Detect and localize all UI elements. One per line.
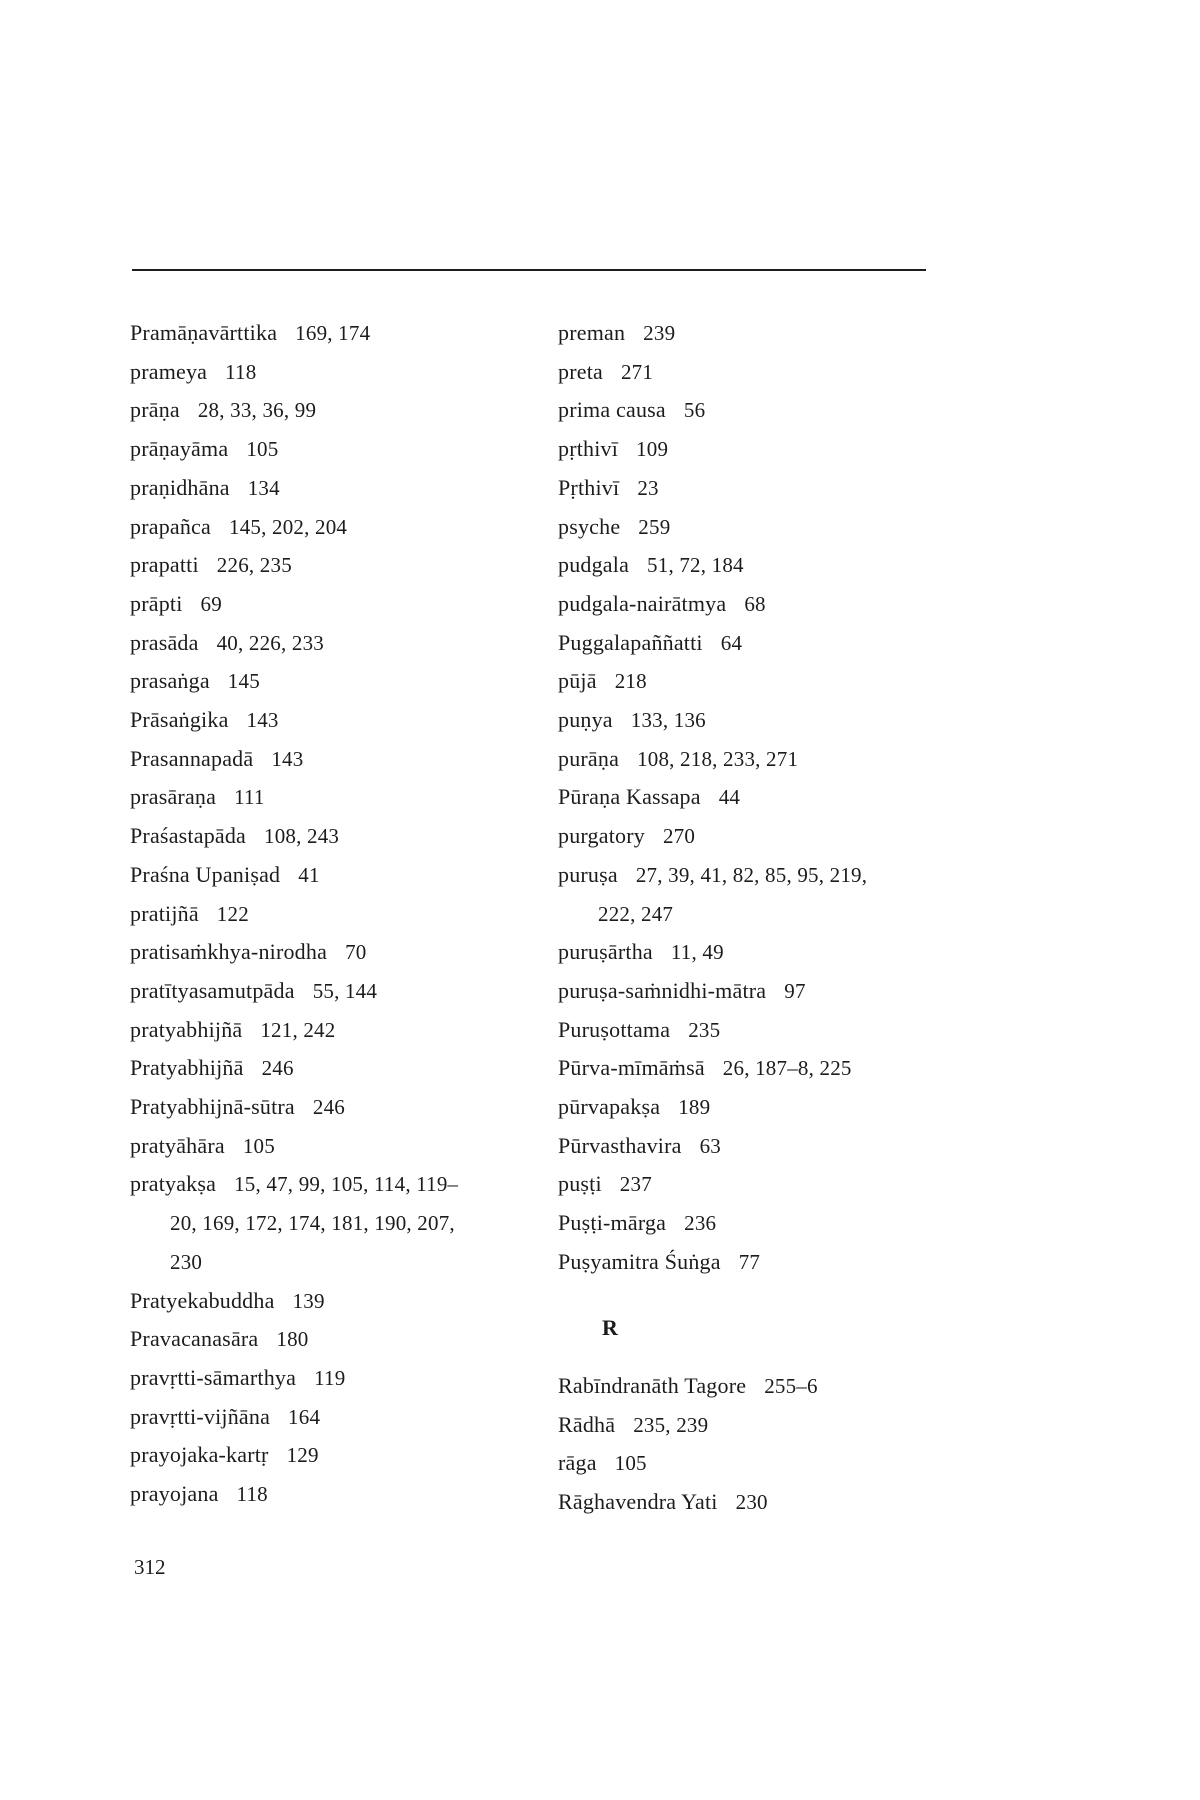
index-entry [558, 1209, 716, 1237]
index-page-refs: 226, 235 [216, 553, 292, 578]
index-term: Rabīndranāth Tagore [558, 1373, 747, 1398]
index-page-refs: 222, 247 [598, 901, 674, 926]
index-entry [130, 1016, 335, 1044]
index-entry [130, 900, 249, 928]
index-term: Rāghavendra Yati [558, 1489, 718, 1515]
index-term: Prasannapadā [130, 745, 254, 771]
index-page-refs: 55, 144 [312, 978, 378, 1003]
index-entry [558, 1093, 710, 1121]
index-page-refs: 105 [614, 1451, 647, 1476]
index-page-refs: 68 [744, 591, 766, 616]
index-term: pratijñā [130, 900, 199, 926]
index-page-refs: 169, 174 [295, 321, 371, 345]
index-term: Pratyabhijñā [130, 1055, 244, 1081]
index-entry [130, 319, 370, 347]
index-term: Puṣyamitra Śuṅga [558, 1248, 721, 1274]
index-term: prameya [130, 358, 208, 384]
page-number: 312 [134, 1555, 166, 1579]
index-page-refs: 271 [620, 359, 654, 384]
index-term: Puruṣottama [558, 1016, 671, 1042]
index-entry [130, 667, 260, 695]
index-page-refs: 26, 187–8, 225 [722, 1056, 852, 1081]
index-entry [558, 1449, 647, 1477]
index-term: psyche [558, 513, 621, 539]
index-page-refs: 133, 136 [630, 708, 706, 732]
index-page-refs: 121, 242 [260, 1017, 336, 1042]
index-page-refs: 28, 33, 36, 99 [197, 398, 317, 423]
index-entry [558, 474, 659, 502]
index-page-refs: 239 [643, 321, 676, 345]
index-entry [130, 590, 222, 618]
index-term: Pṛthivī [558, 474, 620, 500]
index-entry [558, 1170, 652, 1198]
index-term: pratyabhijñā [130, 1016, 243, 1042]
index-term: pṛthivī [558, 436, 619, 462]
index-term: prapatti [130, 552, 199, 578]
index-term: pratyakṣa [130, 1171, 217, 1197]
index-page-refs: 218 [614, 669, 647, 694]
index-entry [130, 783, 265, 811]
index-entry [558, 1016, 720, 1044]
index-term: Rādhā [558, 1411, 616, 1437]
index-term: Pūraṇa Kassapa [558, 784, 701, 810]
section-letter-heading: R [602, 1315, 618, 1340]
index-entry [558, 977, 806, 1005]
index-entry-continuation [130, 1209, 455, 1237]
index-page-refs: 69 [200, 591, 222, 616]
index-page-refs: 20, 169, 172, 174, 181, 190, 207, [170, 1211, 455, 1236]
index-term: prayojaka-kartṛ [130, 1442, 269, 1468]
index-term: prayojana [130, 1481, 219, 1506]
index-page-refs: 108, 218, 233, 271 [637, 746, 799, 771]
index-term: prasāraṇa [130, 784, 217, 810]
index-page-refs: 119 [314, 1365, 346, 1390]
header-rule [132, 269, 926, 271]
index-entry [558, 319, 675, 347]
index-term: pravṛtti-sāmarthya [130, 1364, 297, 1390]
index-term: pudgala [558, 552, 630, 578]
index-page-refs: 246 [261, 1056, 294, 1081]
index-entry [558, 822, 695, 850]
index-entry [558, 1054, 852, 1082]
index-entry [558, 706, 706, 734]
index-entry [558, 435, 668, 463]
index-entry-continuation [130, 1248, 202, 1276]
index-entry [130, 1364, 345, 1392]
index-page-refs: 118 [236, 1482, 268, 1506]
index-entry [130, 861, 320, 889]
index-entry [558, 358, 653, 386]
index-entry [558, 1248, 760, 1276]
index-term: Pratyabhijnā-sūtra [130, 1094, 295, 1119]
index-term: puṇya [558, 707, 613, 732]
index-entry [130, 745, 303, 773]
index-page-refs: 235 [688, 1017, 721, 1042]
index-page-refs: 134 [247, 475, 280, 500]
index-entry [558, 1372, 818, 1400]
index-term: pūrvapakṣa [558, 1094, 661, 1119]
index-entry [130, 1170, 458, 1198]
index-entry [130, 938, 366, 966]
index-page-refs: 236 [684, 1211, 717, 1236]
index-term: puruṣa-saṁnidhi-mātra [558, 977, 767, 1003]
index-term: purgatory [558, 823, 645, 849]
index-entry [130, 1403, 320, 1431]
index-page-refs: 145 [227, 669, 260, 694]
index-page-refs: 111 [234, 785, 265, 810]
index-page-refs: 180 [276, 1327, 309, 1352]
index-entry [558, 861, 867, 889]
index-term: Praśastapāda [130, 823, 247, 849]
index-term: Pramāṇavārttika [130, 320, 278, 345]
index-term: purāṇa [558, 745, 620, 771]
index-entry [558, 1488, 768, 1516]
index-term: puṣṭi [558, 1171, 602, 1197]
index-entry [558, 396, 705, 424]
index-entry [130, 358, 256, 386]
index-entry [130, 474, 280, 502]
index-term: preta [558, 358, 603, 384]
index-page-refs: 235, 239 [633, 1412, 709, 1437]
index-page-refs: 27, 39, 41, 82, 85, 95, 219, [635, 862, 868, 887]
index-entry [130, 1093, 345, 1121]
index-term: pudgala-nairātmya [558, 590, 727, 616]
index-page-refs: 41 [298, 862, 320, 887]
index-term: prasāda [130, 629, 199, 655]
index-page-refs: 164 [288, 1404, 321, 1429]
index-entry [558, 783, 740, 811]
index-page-refs: 122 [216, 901, 249, 926]
index-page-refs: 129 [286, 1443, 319, 1468]
index-term: prāṇa [130, 397, 180, 423]
index-entry [130, 1325, 309, 1353]
index-entry [558, 745, 798, 773]
index-entry [130, 513, 347, 541]
index-entry [558, 938, 724, 966]
index-page-refs: 237 [619, 1172, 652, 1197]
index-page-refs: 105 [242, 1133, 275, 1158]
index-entry [130, 1441, 319, 1469]
index-entry-continuation [558, 900, 673, 928]
index-term: prāpti [130, 590, 183, 616]
index-page-refs: 105 [246, 437, 279, 462]
index-page-refs: 77 [738, 1249, 761, 1274]
index-page-refs: 255–6 [764, 1374, 818, 1398]
index-term: pravṛtti-vijñāna [130, 1403, 271, 1429]
index-term: Pūrva-mīmāṁsā [558, 1055, 705, 1081]
index-term: prima causa [558, 397, 666, 423]
index-entry [558, 590, 766, 618]
index-term: prapañca [130, 513, 211, 539]
index-page-refs: 139 [292, 1288, 325, 1313]
index-term: Praśna Upaniṣad [130, 861, 281, 887]
index-page-refs: 109 [636, 437, 669, 462]
index-term: pratītyasamutpāda [130, 977, 295, 1003]
index-entry [558, 1411, 708, 1439]
index-term: praṇidhāna [130, 474, 230, 500]
index-page-refs: 108, 243 [264, 824, 340, 849]
index-entry [130, 822, 339, 850]
index-term: puruṣa [558, 861, 618, 887]
index-term: prasaṅga [130, 668, 210, 694]
index-entry [130, 977, 377, 1005]
index-term: preman [558, 320, 626, 345]
index-term: Puṣṭi-mārga [558, 1210, 667, 1236]
index-page-refs: 40, 226, 233 [216, 630, 324, 655]
index-page-refs: 15, 47, 99, 105, 114, 119– [234, 1172, 459, 1197]
index-entry [130, 706, 279, 734]
index-page-refs: 118 [225, 359, 257, 384]
index-page-refs: 189 [678, 1095, 711, 1119]
index-page-refs: 230 [170, 1249, 203, 1274]
index-term: rāga [558, 1450, 597, 1476]
index-entry [558, 1132, 721, 1160]
index-term: pūjā [558, 668, 597, 694]
index-page-refs: 63 [699, 1133, 721, 1158]
index-term: puruṣārtha [558, 939, 653, 965]
index-page-refs: 44 [718, 785, 741, 810]
index-term: Pratyekabuddha [130, 1287, 275, 1313]
index-page-refs: 259 [638, 514, 671, 539]
index-page-refs: 143 [246, 708, 279, 732]
index-entry [558, 629, 742, 657]
index-page-refs: 246 [312, 1095, 345, 1119]
index-term: Pravacanasāra [130, 1326, 259, 1352]
index-page-refs: 97 [784, 978, 806, 1003]
index-entry [130, 1132, 275, 1160]
index-page-refs: 11, 49 [670, 940, 724, 965]
index-entry [130, 435, 278, 463]
index-page-refs: 64 [720, 630, 743, 655]
index-term: Prāsaṅgika [130, 707, 229, 732]
index-page-refs: 230 [735, 1490, 768, 1515]
index-entry [130, 1480, 268, 1508]
index-page-refs: 270 [662, 824, 696, 849]
index-page-refs: 51, 72, 184 [647, 553, 744, 578]
index-term: pratisaṁkhya-nirodha [130, 939, 328, 965]
index-page-refs: 143 [271, 746, 304, 771]
index-entry [558, 551, 744, 579]
index-term: Puggalapaññatti [558, 629, 703, 655]
index-entry [130, 1287, 325, 1315]
index-page-refs: 70 [345, 940, 367, 965]
index-page-refs: 56 [683, 398, 706, 423]
index-term: Pūrvasthavira [558, 1132, 682, 1158]
index-entry [558, 513, 670, 541]
index-entry [130, 396, 316, 424]
index-entry [130, 551, 292, 579]
index-term: pratyāhāra [130, 1132, 225, 1158]
index-page-refs: 23 [637, 475, 659, 500]
index-entry [558, 667, 647, 695]
index-entry [130, 1054, 294, 1082]
index-page-refs: 145, 202, 204 [229, 514, 348, 539]
index-term: prāṇayāma [130, 436, 229, 462]
index-entry [130, 629, 324, 657]
